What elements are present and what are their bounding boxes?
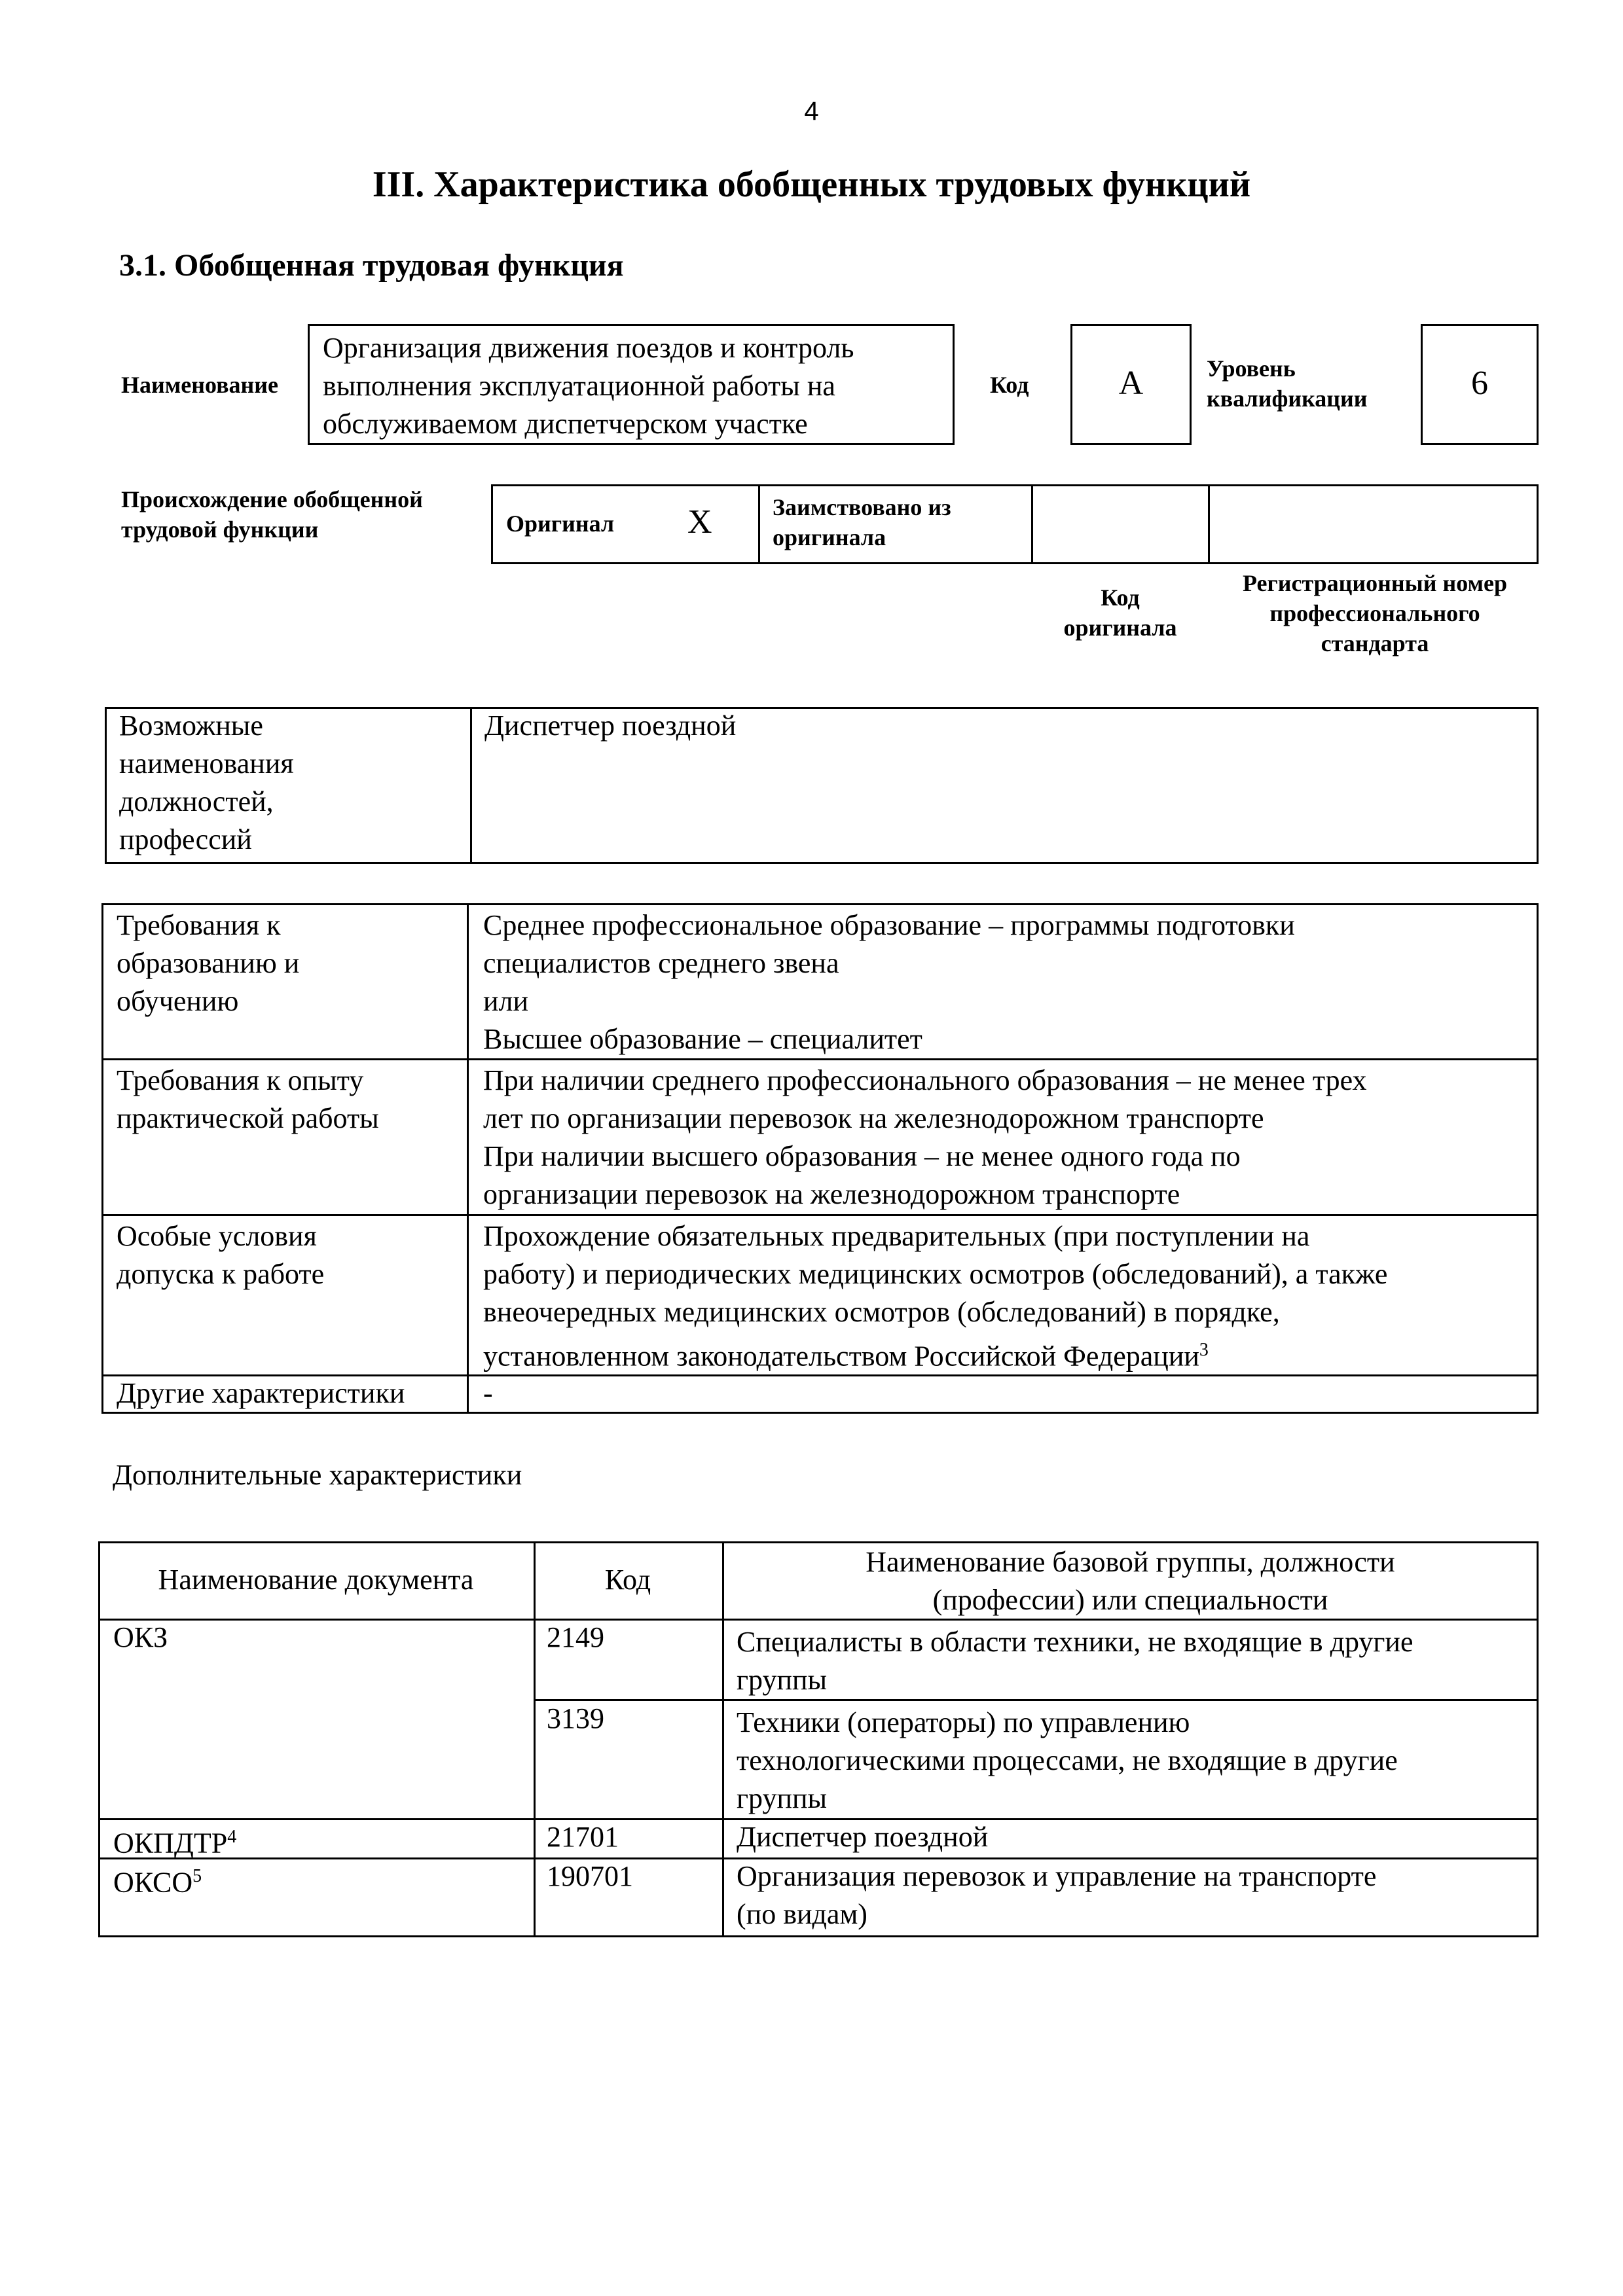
req-label-line: образованию и: [117, 947, 300, 979]
positions-label-line: Возможные: [119, 709, 263, 742]
col-header-name-line: (профессии) или специальности: [932, 1584, 1328, 1616]
reg-number-line: Регистрационный номер: [1242, 570, 1508, 596]
reg-number-line: стандарта: [1321, 630, 1429, 656]
req-value-line: специалистов среднего звена: [483, 947, 839, 979]
positions-label-line: должностей,: [119, 785, 274, 817]
origin-label-line: Происхождение обобщенной: [121, 486, 423, 512]
code-original-line: оригинала: [1063, 615, 1177, 641]
footnote-marker: 4: [227, 1827, 237, 1847]
footnote-marker: 3: [1199, 1340, 1209, 1360]
req-value-line: Прохождение обязательных предварительных (при поступлении на: [483, 1220, 1310, 1252]
level-value: 6: [1471, 365, 1488, 402]
req-value-line: работу) и периодических медицинских осмотров (обследований), а также: [483, 1258, 1388, 1290]
level-label-line: Уровень: [1207, 355, 1296, 382]
original-mark: X: [687, 503, 712, 541]
req-label-line: Особые условия: [117, 1220, 317, 1252]
req-value-line: организации перевозок на железнодорожном транспорте: [483, 1178, 1180, 1210]
table-cell-code: 190701: [547, 1860, 633, 1892]
name-line: выполнения эксплуатационной работы на: [323, 370, 835, 402]
req-label-line: Требования к: [117, 909, 281, 941]
req-label-line: допуска к работе: [117, 1258, 325, 1290]
req-value-line: установленном законодательством Российской Федерации: [483, 1340, 1199, 1372]
table-cell-code: 2149: [547, 1621, 604, 1653]
origin-label-line: трудовой функции: [121, 516, 319, 543]
positions-label-line: профессий: [119, 823, 252, 855]
req-value-line: При наличии высшего образования – не менее одного года по: [483, 1140, 1241, 1172]
code-value: А: [1118, 365, 1144, 402]
req-value-line: Высшее образование – специалитет: [483, 1023, 922, 1055]
name-box: [308, 324, 955, 445]
name-label: Наименование: [121, 372, 278, 398]
table-cell-doc: ОКПДТР: [113, 1827, 228, 1859]
level-box: [1421, 324, 1539, 445]
footnote-marker: 5: [192, 1866, 202, 1886]
table-cell-doc: ОКЗ: [113, 1621, 168, 1653]
req-value-line: -: [483, 1377, 493, 1409]
code-box: [1070, 324, 1192, 445]
original-label: Оригинал: [506, 511, 615, 537]
table-cell-name-line: Диспетчер поездной: [737, 1821, 989, 1853]
table-cell-code: 3139: [547, 1702, 604, 1734]
req-label-line: обучению: [117, 985, 239, 1017]
table-cell-name-line: Специалисты в области техники, не входящие в другие: [737, 1626, 1413, 1658]
table-cell-code: 21701: [547, 1821, 619, 1853]
name-line: Организация движения поездов и контроль: [323, 332, 854, 364]
req-value-line: или: [483, 985, 529, 1017]
subsection-title: 3.1. Обобщенная трудовая функция: [119, 248, 624, 283]
name-line: обслуживаемом диспетчерском участке: [323, 408, 808, 440]
table-cell-name-line: Организация перевозок и управление на транспорте: [737, 1860, 1377, 1892]
positions-table: [105, 707, 1539, 864]
table-cell-name-line: технологическими процессами, не входящие в другие: [737, 1744, 1398, 1776]
positions-label-line: наименования: [119, 747, 294, 780]
borrowed-label-line: Заимствовано из: [773, 494, 951, 520]
req-label-line: Требования к опыту: [117, 1064, 364, 1096]
table-cell-name-line: группы: [737, 1664, 828, 1696]
borrowed-label-line: оригинала: [773, 524, 886, 550]
reg-number-line: профессионального: [1269, 600, 1480, 626]
table-cell-name-line: (по видам): [737, 1898, 867, 1930]
section-title: III. Характеристика обобщенных трудовых функций: [372, 164, 1251, 205]
code-label: Код: [990, 372, 1029, 398]
req-value-line: внеочередных медицинских осмотров (обследований) в порядке,: [483, 1296, 1280, 1328]
req-value-line: При наличии среднего профессионального образования – не менее трех: [483, 1064, 1367, 1096]
req-value-line: лет по организации перевозок на железнодорожном транспорте: [483, 1102, 1264, 1134]
code-original-line: Код: [1101, 584, 1140, 611]
level-label-line: квалификации: [1207, 386, 1368, 412]
origin-box: [491, 484, 1539, 564]
table-cell-name-line: группы: [737, 1782, 828, 1814]
col-header-code: Код: [604, 1564, 651, 1596]
col-header-name-line: Наименование базовой группы, должности: [866, 1546, 1395, 1578]
table-cell-doc: ОКСО: [113, 1866, 193, 1899]
positions-value: Диспетчер поездной: [484, 709, 737, 742]
additional-title: Дополнительные характеристики: [113, 1459, 522, 1491]
req-label-line: практической работы: [117, 1102, 379, 1134]
req-value-line: Среднее профессиональное образование – программы подготовки: [483, 909, 1295, 941]
col-header-doc: Наименование документа: [158, 1564, 474, 1596]
req-label-line: Другие характеристики: [117, 1377, 405, 1409]
page-number: 4: [804, 97, 819, 126]
table-cell-name-line: Техники (операторы) по управлению: [737, 1706, 1190, 1738]
